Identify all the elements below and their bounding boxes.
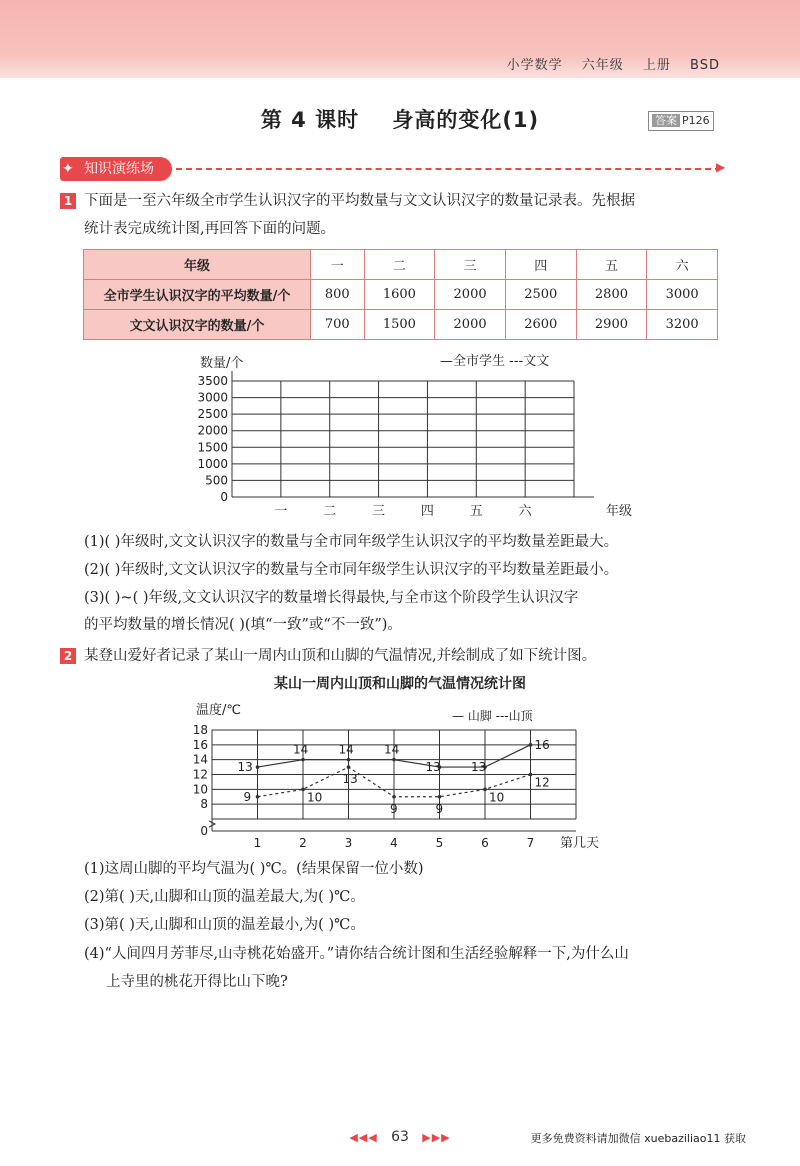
- section-divider: [176, 168, 721, 170]
- chart2-data-point: [483, 788, 487, 792]
- chart2-y-tick-label: 18: [192, 723, 208, 737]
- chart2-data-label: 10: [307, 790, 323, 805]
- chart2-data-point: [529, 773, 533, 777]
- chart2-data-label: 9: [435, 801, 444, 816]
- chart2-data-point: [301, 758, 305, 762]
- table-cell: 700: [311, 310, 365, 340]
- chart2-y-tick-label: 16: [192, 737, 208, 752]
- table-header-cell: 三: [435, 250, 506, 280]
- chart2-y-tick-label: 12: [192, 767, 208, 782]
- chart1-y-tick-label: 2500: [197, 407, 228, 422]
- table-header-row: [84, 250, 718, 280]
- header-info: [493, 54, 720, 73]
- table-header-cell: 六: [647, 250, 718, 280]
- chart1-y-tick-label: 3000: [197, 390, 228, 405]
- table-row-label: 文文认识汉字的数量/个: [84, 310, 311, 340]
- chart2-y-tick-label: 0: [200, 824, 208, 838]
- table-cell: 2500: [505, 280, 576, 310]
- chart1-legend: —全市学生 ---文文: [440, 354, 550, 369]
- q1-sub3-line1: (3)( )~( )年级,文文认识汉字的数量增长得最快,与全市这个阶段学生认识汉字: [84, 590, 579, 606]
- page-number: 63: [391, 1129, 409, 1145]
- chart2-x-axis-label: 第几天: [560, 836, 600, 851]
- table-cell: 1500: [364, 310, 435, 340]
- q2-sub4-line2: 上寺里的桃花开得比山下晚?: [106, 974, 288, 990]
- q2-text: 某登山爱好者记录了某山一周内山顶和山脚的气温情况,并绘制成了如下统计图。: [84, 648, 597, 664]
- q2-sub3: (3)第( )天,山脚和山顶的温差最小,为( )℃。: [84, 917, 365, 933]
- chart1-x-tick-label: 一: [274, 504, 288, 519]
- table-cell: 3200: [647, 310, 718, 340]
- table-header-cell: 四: [505, 250, 576, 280]
- table-cell: 800: [311, 280, 365, 310]
- chart2-data-label: 14: [338, 742, 354, 757]
- header-grade: 六年级: [581, 58, 624, 73]
- chart2-legend: — 山脚 ---山顶: [452, 709, 533, 723]
- chart2-data-label: 13: [471, 760, 487, 775]
- q1-sub3-line2: 的平均数量的增长情况( )(填“一致”或“不一致”)。: [84, 617, 402, 633]
- q1-text-line1: 下面是一至六年级全市学生认识汉字的平均数量与文文认识汉字的数量记录表。先根据: [84, 193, 635, 209]
- chart2-data-point: [256, 795, 260, 799]
- table-cell: 2800: [576, 280, 647, 310]
- table-header-cell: 年级: [84, 250, 311, 280]
- chart2-data-label: 9: [390, 801, 398, 816]
- chart1-x-tick-label: 五: [469, 504, 483, 519]
- answer-label: 答案: [652, 114, 680, 127]
- header-edition: BSD: [690, 58, 720, 73]
- prev-arrows-icon: ◀◀◀: [349, 1131, 378, 1144]
- chart1-x-tick-label: 三: [372, 504, 386, 519]
- table-cell: 2000: [435, 310, 506, 340]
- header-volume: 上册: [642, 58, 671, 73]
- chart2-y-tick-label: 14: [192, 752, 208, 767]
- chart2-data-label: 14: [293, 742, 309, 757]
- chart2-data-label: 12: [534, 775, 550, 790]
- table-cell: 1600: [364, 280, 435, 310]
- chart2-x-tick-label: 2: [299, 836, 307, 850]
- page-title: 第 4 课时 身高的变化(1): [260, 108, 540, 132]
- table-cell: 2900: [576, 310, 647, 340]
- chart2-title: 某山一周内山顶和山脚的气温情况统计图: [274, 676, 526, 692]
- chart2-data-label: 16: [534, 737, 550, 752]
- table-header-cell: 二: [364, 250, 435, 280]
- q1-sub1: (1)( )年级时,文文认识汉字的数量与全市同年级学生认识汉字的平均数量差距最大。: [84, 534, 619, 550]
- chart1-x-axis-label: 年级: [606, 504, 633, 519]
- table-row: [84, 280, 718, 310]
- table-row-label: 全市学生认识汉字的平均数量/个: [84, 280, 311, 310]
- chart2-x-tick-label: 4: [390, 836, 398, 850]
- question-number-2: 2: [60, 648, 76, 664]
- table-cell: 2000: [435, 280, 506, 310]
- answer-page: P126: [682, 114, 710, 127]
- chart2-data-label: 14: [384, 742, 400, 757]
- chart2-y-axis-label: 温度/℃: [196, 703, 241, 718]
- arrow-right-icon: ▶: [716, 160, 726, 174]
- chart2-data-point: [301, 788, 305, 792]
- chart2-data-point: [347, 758, 351, 762]
- chart2-x-tick-label: 6: [481, 836, 489, 850]
- chart2-x-tick-label: 1: [253, 836, 262, 850]
- chart1-y-tick-label: 2000: [197, 423, 228, 438]
- chart1-grid: [0, 345, 800, 525]
- chart1-y-tick-label: 3500: [197, 374, 228, 388]
- data-table: [83, 249, 718, 340]
- chart1-y-tick-label: 1000: [197, 456, 228, 471]
- chart1-x-tick-label: 六: [518, 504, 532, 519]
- question-number-1: 1: [60, 193, 76, 209]
- answer-ref-badge: [648, 111, 714, 131]
- chart2-data-label: 10: [489, 790, 505, 805]
- chart2-x-tick-label: 3: [344, 836, 353, 850]
- chart2-x-tick-label: 7: [526, 836, 535, 850]
- q2-sub1: (1)这周山脚的平均气温为( )℃。(结果保留一位小数): [84, 861, 424, 877]
- chart2-y-tick-label: 10: [192, 782, 208, 797]
- chart1-y-tick-label: 0: [220, 490, 228, 504]
- chart2-data-point: [529, 743, 533, 747]
- chart2-data-label: 13: [342, 772, 358, 787]
- star-icon: ✦: [62, 161, 74, 177]
- q1-sub2: (2)( )年级时,文文认识汉字的数量与全市同年级学生认识汉字的平均数量差距最小。: [84, 562, 619, 578]
- table-cell: 3000: [647, 280, 718, 310]
- chart1-y-tick-label: 500: [205, 473, 228, 488]
- q1-text-line2: 统计表完成统计图,再回答下面的问题。: [84, 221, 336, 237]
- table-cell: 2600: [505, 310, 576, 340]
- chart2-y-tick-label: 8: [200, 797, 208, 812]
- chart2-data-point: [438, 795, 442, 799]
- footer-note: 更多免费资料请加微信 xuebaziliao11 获取: [530, 1132, 746, 1145]
- chart1-y-axis-label: 数量/个: [200, 356, 244, 371]
- next-arrows-icon: ▶▶▶: [422, 1131, 451, 1144]
- chart2-data-point: [347, 765, 351, 769]
- q2-sub2: (2)第( )天,山脚和山顶的温差最大,为( )℃。: [84, 889, 365, 905]
- table-header-cell: 一: [311, 250, 365, 280]
- chart2-x-tick-label: 5: [435, 836, 444, 850]
- table-header-cell: 五: [576, 250, 647, 280]
- chart2-data-point: [392, 758, 396, 762]
- chart1-y-tick-label: 1500: [197, 440, 228, 455]
- q2-sub4-line1: (4)“人间四月芳菲尽,山寺桃花始盛开。”请你结合统计图和生活经验解释一下,为什么山: [84, 946, 629, 962]
- chart2-temperature: [0, 668, 800, 858]
- chart2-data-point: [392, 795, 396, 799]
- chart2-data-label: 9: [243, 789, 252, 804]
- header-subject: 小学数学: [506, 58, 563, 73]
- chart2-data-point: [256, 765, 260, 769]
- chart2-data-label: 13: [237, 760, 253, 775]
- section-tag: 知识演练场: [60, 157, 172, 181]
- chart1-x-tick-label: 四: [420, 504, 434, 519]
- chart2-data-label: 13: [425, 760, 441, 775]
- chart1-x-tick-label: 二: [323, 504, 337, 519]
- table-row: [84, 310, 718, 340]
